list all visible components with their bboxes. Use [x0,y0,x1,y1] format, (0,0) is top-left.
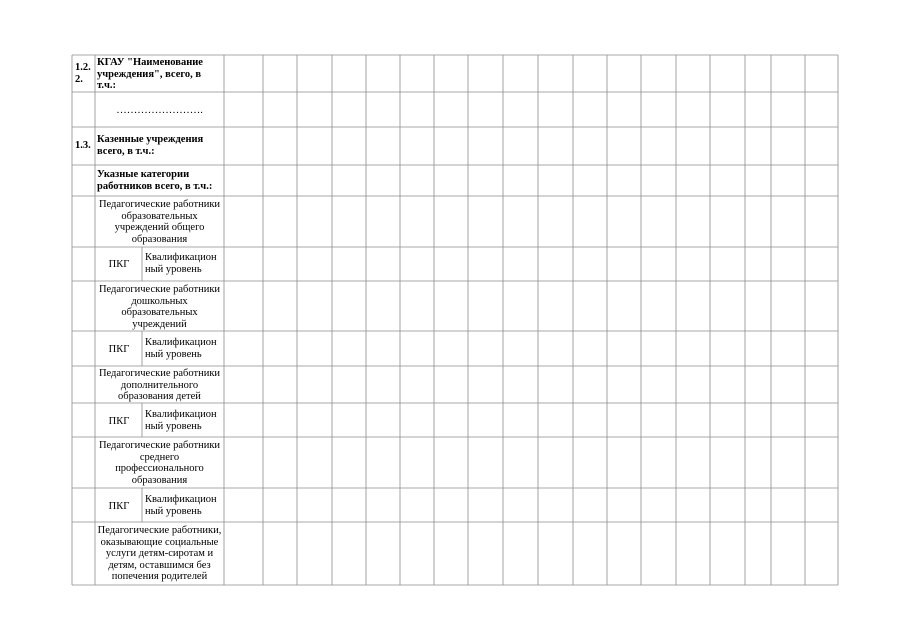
row-label-12: Квалификацион ный уровень [145,494,217,517]
row-label-7: Педагогические работники дошкольных образовательных учреждений [98,284,221,330]
row-label-9: Педагогические работники дополнительного образования детей [98,368,221,403]
row-label-6: Квалификацион ный уровень [145,252,217,275]
row-number-1: 1.2. 2. [75,62,91,85]
row-label-4: Указные категории работников всего, в т.ч.: [97,169,213,192]
row-label-11: Педагогические работники среднего профессионального образования [98,440,221,486]
row-label-5: Педагогические работники образовательных учреждений общего образования [98,199,221,245]
row-pkg-8: ПКГ [108,344,130,355]
row-label-13: Педагогические работники, оказывающие социальные услуги детям-сиротам и детям, оставшимся без попечения родителей [97,525,222,583]
row-pkg-6: ПКГ [108,259,130,270]
row-label-10: Квалификацион ный уровень [145,409,217,432]
row-pkg-10: ПКГ [108,416,130,427]
row-label-8: Квалификацион ный уровень [145,337,217,360]
row-number-3: 1.3. [75,140,91,151]
row-label-2: ……………………. [116,105,203,116]
row-label-1: КГАУ "Наименование учреждения", всего, в т.ч.: [97,57,203,92]
row-label-3: Казенные учреждения всего, в т.ч.: [97,134,204,157]
row-pkg-12: ПКГ [108,501,130,512]
